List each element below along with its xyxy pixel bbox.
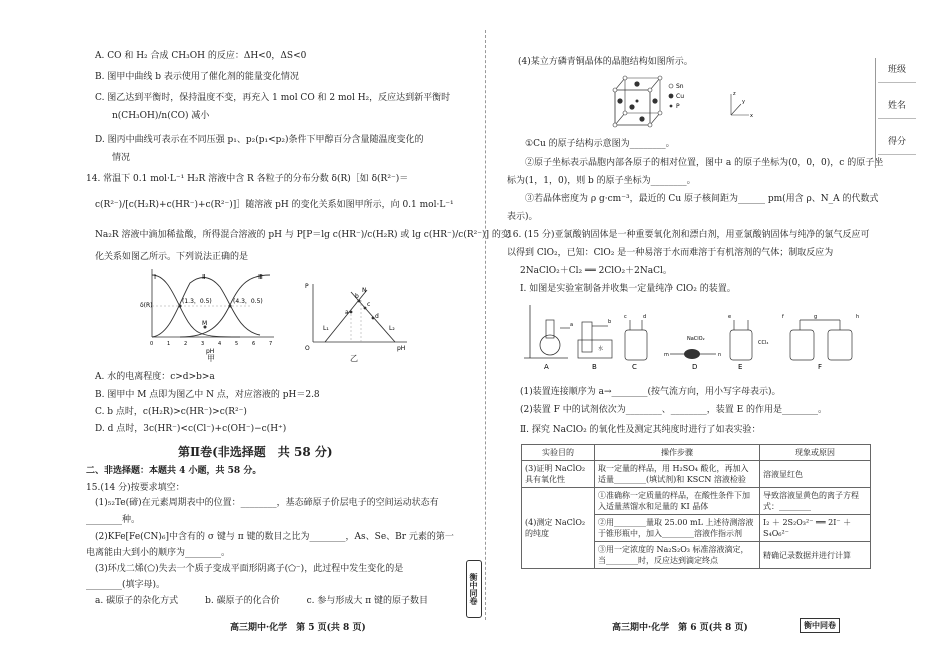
row3-goal: (3)证明 NaClO₂ 具有氧化性: [522, 461, 595, 488]
yi-l1: L₁: [323, 325, 329, 332]
q13-option-d-line2: 情况: [112, 153, 131, 163]
right-page-stamp: 衡中同卷: [800, 618, 840, 633]
port-e: e: [728, 314, 732, 320]
figure-yi-caption: 乙: [350, 354, 358, 363]
left-page-footer: 高三期中·化学 第 5 页(共 8 页): [230, 623, 366, 633]
jia-xtick-1: 1: [167, 341, 171, 347]
yi-point-b: b: [355, 293, 359, 300]
q14-option-d: D. d 点时，3c(HR⁻)<c(Cl⁻)+c(OH⁻)−c(H⁺): [95, 424, 287, 434]
experiment-table: [521, 444, 871, 569]
point-label-m: M: [202, 320, 208, 327]
q15-4-part2-line1: ②原子坐标表示晶胞内部各原子的相对位置，图中 a 的原子坐标为(0，0，0)，c 的原子坐: [525, 158, 884, 168]
jia-xtick-7: 7: [269, 341, 273, 347]
jia-xtick-5: 5: [235, 341, 239, 347]
app-label-e: E: [738, 363, 743, 371]
curve-label-3: Ⅲ: [258, 273, 263, 281]
left-page-stamp: 衡中同卷: [466, 560, 482, 618]
q14-stem-line3: Na₂R 溶液中滴加稀盐酸，所得混合溶液的 pH 与 P[P＝lg c(HR⁻)/c(H₂R) 或 lg c(HR⁻)/c(R²⁻)] 的变: [95, 230, 510, 240]
app-label-b: B: [592, 363, 597, 371]
q14-option-b: B. 图甲中 M 点即为图乙中 N 点，对应溶液的 pH＝2.8: [95, 390, 320, 400]
q14-stem-line4: 化关系如图乙所示。下列说法正确的是: [95, 252, 249, 262]
curve-label-2: Ⅱ: [202, 273, 206, 281]
q13-option-c-line1: C. 图乙达到平衡时，保持温度不变，再充入 1 mol CO 和 2 mol H₂，反应达到新平衡时: [95, 93, 451, 103]
curve-label-1: Ⅰ: [154, 273, 157, 281]
row4-step1: ①准确称一定质量的样品，在酸性条件下加入适量蒸馏水和足量的 KI 晶体: [595, 488, 760, 515]
row3-step: 取一定量的样品，用 H₂SO₄ 酸化，再加入适量________(填试剂)和 KSCN 溶液检验: [595, 461, 760, 488]
ccl4-label: CCl₄: [758, 340, 769, 346]
port-c: c: [624, 314, 627, 320]
jia-xtick-6: 6: [252, 341, 256, 347]
jia-xlabel: pH: [206, 348, 215, 355]
table-head-result: 现象或原因: [760, 445, 871, 461]
q14-stem-line1: 14. 常温下 0.1 mol·L⁻¹ H₂R 溶液中含 R 各粒子的分布分数 δ(R)［如 δ(R²⁻)＝: [86, 174, 409, 184]
jia-xtick-2: 2: [184, 341, 188, 347]
q13-option-d-line1: D. 图丙中曲线可表示在不同压强 p₁、p₂(p₁<p₂)条件下甲醇百分含量随温度变化的: [95, 135, 424, 145]
jia-xtick-0: 0: [150, 341, 154, 347]
point-label-1: (1.3，0.5): [182, 298, 212, 305]
q15-1-line2: ________种。: [86, 515, 141, 525]
figure-jia-caption: 甲: [207, 354, 215, 363]
row4-step3: ③用一定浓度的 Na₂S₂O₃ 标准溶液滴定，当________时，反应达到滴定终点: [595, 542, 760, 569]
q14-stem-line2: c(R²⁻)/[c(H₂R)+c(HR⁻)+c(R²⁻)]］随溶液 pH 的变化关系如图甲所示，向 0.1 mol·L⁻¹: [95, 200, 454, 210]
axis-y: y: [742, 99, 745, 105]
point-label-2: (4.3，0.5): [233, 298, 263, 305]
q15-2-line1: (2)KFe[Fe(CN)₆]中含有的 σ 键与 π 键的数目之比为________，As、Se、Br 元素的第一: [95, 532, 454, 542]
port-f: f: [782, 314, 784, 320]
q13-option-c-line2: n(CH₃OH)/n(CO) 减小: [112, 111, 210, 121]
app-label-c: C: [632, 363, 637, 371]
app-label-f: F: [818, 363, 823, 371]
naclo2-label: NaClO₂: [687, 336, 705, 342]
q14-option-c: C. b 点时，c(H₂R)>c(HR⁻)>c(R²⁻): [95, 407, 247, 417]
q13-option-a: A. CO 和 H₂ 合成 CH₃OH 的反应：ΔH<0，ΔS<0: [95, 51, 307, 61]
name-field-label: 姓名: [887, 101, 906, 111]
q15-4-heading: (4)某立方磷青铜晶体的晶胞结构如图所示。: [518, 57, 693, 67]
row4-result1: 导致溶液显黄色的离子方程式：________: [760, 488, 871, 515]
water-label: 水: [598, 346, 604, 352]
port-n: n: [718, 352, 722, 358]
jia-xtick-3: 3: [201, 341, 205, 347]
q15-3-line2: ________(填字母)。: [86, 580, 166, 590]
yi-xlabel: pH: [397, 345, 406, 352]
row3-result: 溶液显红色: [760, 461, 871, 488]
q16-stem-line2: 以得到 ClO₂，已知：ClO₂ 是一种易溶于水而难溶于有机溶剂的气体；制取反应为: [507, 248, 834, 258]
section-subtitle: 二、非选择题：本题共 4 小题，共 58 分。: [86, 466, 262, 476]
jia-xtick-4: 4: [218, 341, 222, 347]
q15-heading: 15.(14 分)按要求填空：: [86, 483, 185, 493]
row4-result2: I₂ ＋ 2S₂O₃²⁻ ══ 2I⁻ ＋ S₄O₆²⁻: [760, 515, 871, 542]
crystal-cell-figure: [605, 70, 755, 132]
row4-step2: ②用________量取 25.00 mL 上述待测溶液于锥形瓶中，加入________溶液作指示剂: [595, 515, 760, 542]
q15-4-part1: ①Cu 的原子结构示意图为________。: [525, 139, 675, 149]
q16-question1: (1)装置连接顺序为 a→________(按气流方向，用小写字母表示)。: [520, 387, 781, 397]
q15-3-options: a. 碳原子的杂化方式 b. 碳原子的化合价 c. 参与形成大 π 键的原子数目: [95, 596, 428, 606]
app-label-d: D: [692, 363, 698, 371]
score-field-rule: [878, 154, 916, 155]
port-h: h: [856, 314, 860, 320]
yi-ylabel: P: [305, 283, 309, 290]
table-row: [522, 461, 871, 488]
section-title: 第Ⅱ卷(非选择题 共 58 分): [178, 445, 333, 459]
q16-stem-line3: 2NaClO₂＋Cl₂ ══ 2ClO₂＋2NaCl。: [520, 266, 672, 276]
port-b: b: [608, 319, 612, 325]
yi-point-n: N: [362, 287, 367, 294]
q14-option-a: A. 水的电离程度：c>d>b>a: [95, 372, 215, 382]
port-d: d: [643, 314, 647, 320]
q15-2-line2: 电离能由大到小的顺序为________。: [86, 548, 231, 558]
q15-3-line1: (3)环戊二烯(⬠)失去一个质子变成平面形阴离子(⬠⁻)，此过程中发生变化的是: [95, 564, 404, 574]
table-head-step: 操作步骤: [595, 445, 760, 461]
q15-4-part3-line1: ③若晶体密度为 ρ g·cm⁻³，最近的 Cu 原子核间距为______ pm(用含 ρ、N_A 的代数式: [525, 194, 879, 204]
axis-z: z: [733, 91, 736, 97]
table-header-row: [522, 445, 871, 461]
table-row: [522, 488, 871, 515]
yi-origin: O: [305, 345, 310, 352]
row4-result3: 精确记录数据并进行计算: [760, 542, 871, 569]
class-field-label: 班级: [887, 65, 906, 75]
q13-option-b: B. 图甲中曲线 b 表示使用了催化剂的能量变化情况: [95, 72, 299, 82]
q15-4-part3-line2: 表示)。: [507, 212, 538, 222]
q15-1-line1: (1)₅₂Te(碲)在元素周期表中的位置：________，基态碲原子价层电子的空间运动状态有: [95, 498, 439, 508]
column-divider: [485, 30, 487, 620]
q16-part-ii: Ⅱ. 探究 NaClO₂ 的氧化性及测定其纯度时进行了如表实验：: [520, 425, 761, 435]
legend-cu: Cu: [676, 93, 684, 100]
row4-goal: (4)测定 NaClO₂ 的纯度: [522, 488, 595, 569]
port-g: g: [814, 314, 818, 320]
name-field-rule: [878, 118, 916, 119]
score-field-label: 得分: [887, 137, 906, 147]
q16-stem-line1: 16. (15 分)亚氯酸钠固体是一种重要氧化剂和漂白剂，用亚氯酸钠固体与纯净的氯气反应可: [507, 230, 870, 240]
figure-yi: [303, 280, 413, 352]
q16-question2: (2)装置 F 中的试剂依次为________、________，装置 E 的作用是________。: [520, 405, 828, 415]
jia-ylabel: δ(R): [140, 302, 153, 309]
class-field-rule: [878, 82, 916, 83]
legend-p: P: [676, 103, 680, 110]
q15-4-part2-line2: 标为(1，1，0)，则 b 的原子坐标为________。: [507, 176, 696, 186]
table-head-goal: 实验目的: [522, 445, 595, 461]
right-page-footer: 高三期中·化学 第 6 页(共 8 页): [612, 623, 748, 633]
port-a: a: [570, 322, 574, 328]
axis-x: x: [750, 113, 753, 119]
legend-sn: Sn: [676, 83, 684, 90]
yi-point-c: c: [367, 301, 371, 308]
apparatus-figure: [520, 300, 870, 372]
app-label-a: A: [544, 363, 549, 371]
yi-l2: L₂: [389, 325, 395, 332]
yi-point-a: a: [345, 309, 349, 316]
port-m: m: [664, 352, 669, 358]
figure-jia: [140, 265, 280, 355]
q16-part-i: Ⅰ. 如图是实验室制备并收集一定量纯净 ClO₂ 的装置。: [520, 284, 736, 294]
yi-point-d: d: [375, 313, 379, 320]
